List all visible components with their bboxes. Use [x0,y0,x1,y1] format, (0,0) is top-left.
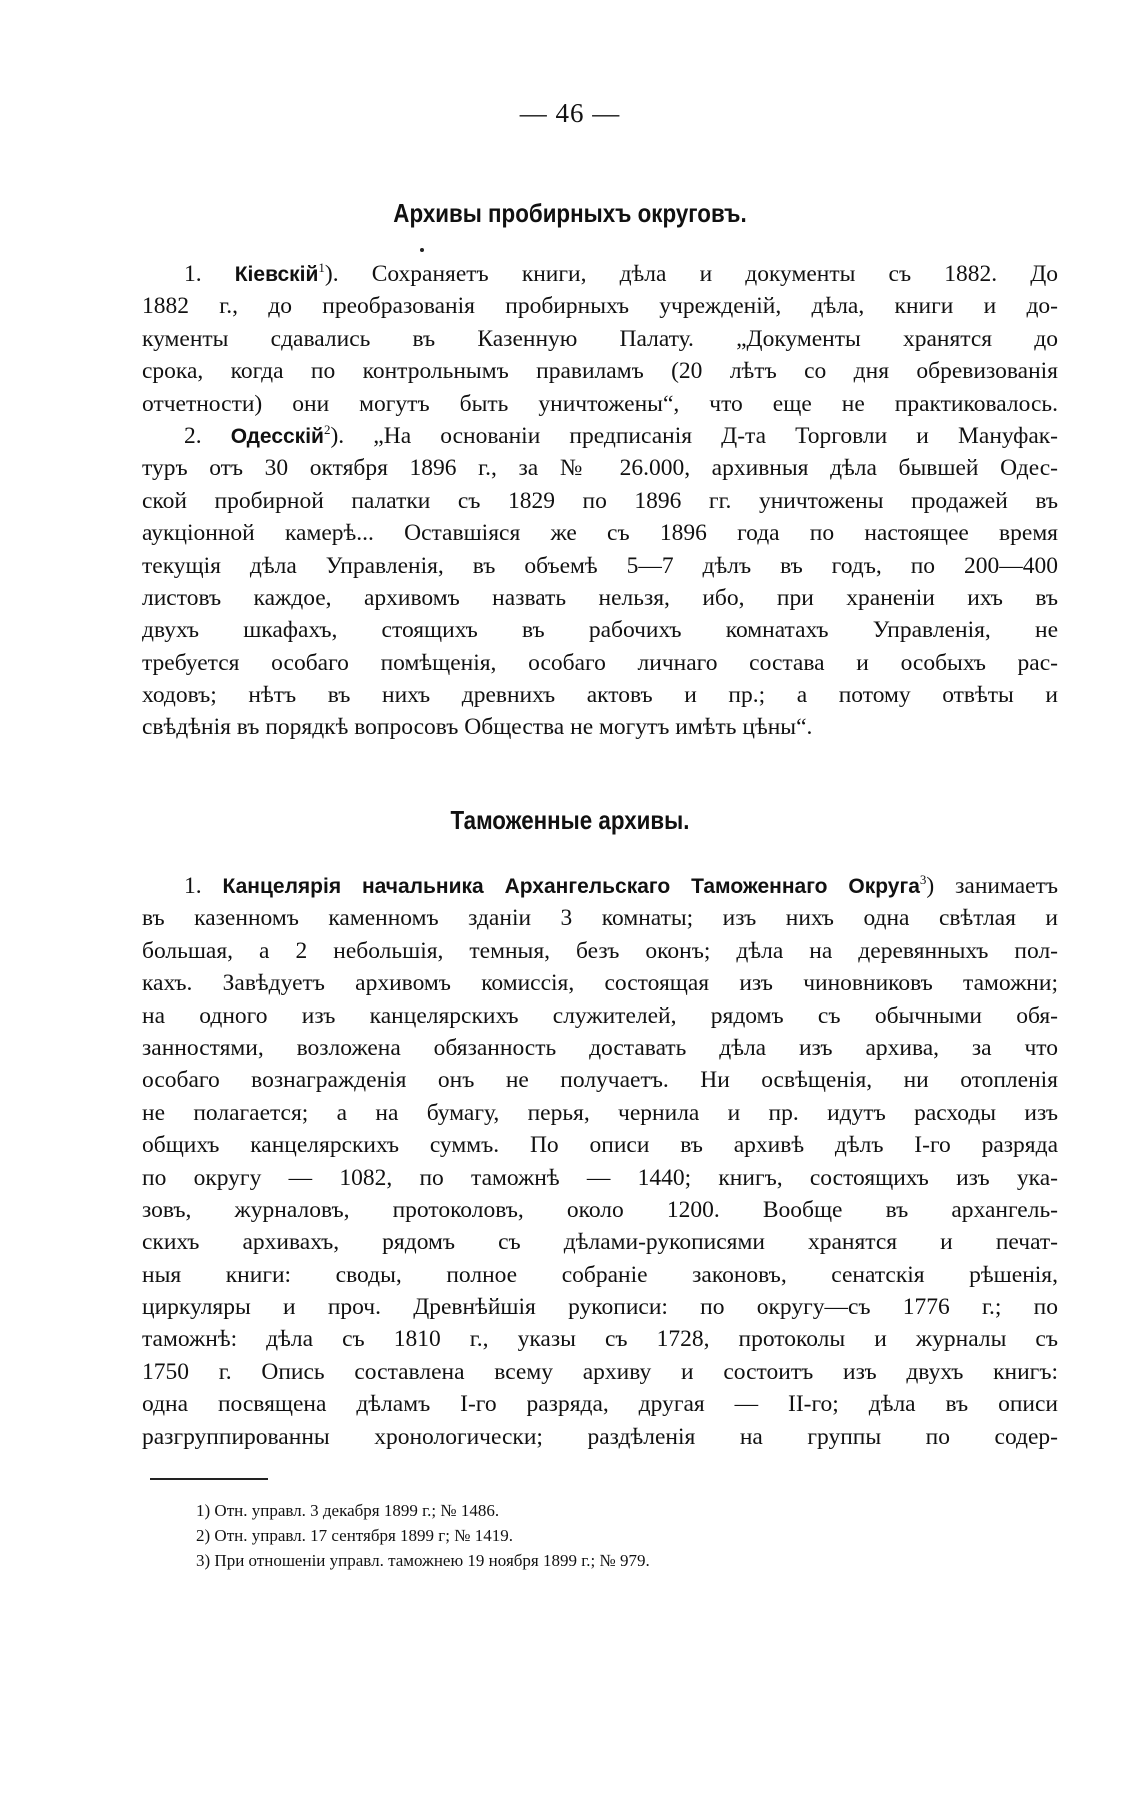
text-line: особаго вознагражденія онъ не получаетъ. Ни освѣщенія, ни отопленія [142,1067,1058,1094]
text-line: ходовъ; нѣтъ въ нихъ древнихъ актовъ и пр.; а потому отвѣты и [142,682,1058,709]
text-line: свѣдѣнія въ порядкѣ вопросовъ Общества не могутъ имѣть цѣны“. [142,714,813,741]
text-line: не полагается; а на бумагу, перья, чернила и пр. идутъ расходы изъ [142,1099,1058,1126]
text-line: ныя книги: своды, полное собраніе законовъ, сенатскія рѣшенія, [142,1261,1058,1288]
text-line: кахъ. Завѣдуетъ архивомъ комиссія, состоящая изъ чиновниковъ таможни; [142,970,1058,997]
bold-entry-odessa: Одесскій [230,424,324,448]
text-line: требуется особаго помѣщенія, особаго личнаго состава и особыхъ рас- [142,649,1058,676]
text-line: 1. Кіевскій$^1$). Сохраняетъ книги, дѣла и документы съ 1882. До [184,260,1058,287]
text-line: занностями, возложена обязанность доставать дѣла изъ архива, за что [142,1034,1058,1061]
text-line: листовъ каждое, архивомъ назвать нельзя, ибо, при храненіи ихъ въ [142,584,1058,611]
text-line: одна посвящена дѣламъ I-го разряда, другая — II-го; дѣла въ описи [142,1391,1058,1418]
footnote-ref: 3 [919,872,927,887]
text-line: на одного изъ канцелярскихъ служителей, рядомъ съ обычными обя- [142,1002,1058,1029]
text-line: таможнѣ: дѣла съ 1810 г., указы съ 1728, протоколы и журналы съ [142,1326,1058,1353]
section-title-customs-archives: Таможенные архивы. [450,805,690,835]
text-line: 1. Канцелярія начальника Архангельскаго Таможеннаго Округа$^3$) занимаетъ [184,872,1058,899]
text-line: большая, а 2 небольшія, темныя, безъ оконъ; дѣла на деревянныхъ пол- [142,937,1058,964]
text-line: скихъ архивахъ, рядомъ съ дѣлами-рукописями хранятся и печат- [142,1229,1058,1256]
footnote-ref: 1 [318,260,325,275]
text-line: двухъ шкафахъ, стоящихъ въ рабочихъ комнатахъ Управленія, не [142,617,1058,644]
text-line: въ казенномъ каменномъ зданіи 3 комнаты; изъ нихъ одна свѣтлая и [142,905,1058,932]
footnote-2: 2) Отн. управл. 17 сентября 1899 г; № 1419. [196,1526,513,1545]
text-line: зовъ, журналовъ, протоколовъ, около 1200. Вообще въ архангель- [142,1196,1058,1223]
text-line: аукціонной камерѣ... Оставшіяся же съ 1896 года по настоящее время [142,520,1058,547]
text-line: туръ отъ 30 октября 1896 г., за № 26.000, архивныя дѣла бывшей Одес- [142,455,1058,482]
section1-body [142,258,1058,744]
footnote-separator [150,1478,268,1480]
section2-body [142,870,1058,1453]
text-line: 1882 г., до преобразованія пробирныхъ учрежденій, дѣла, книги и до- [142,293,1058,320]
text-line: отчетности) они могутъ быть уничтожены“, что еще не практиковалось. [142,390,1058,417]
text-line: общихъ канцелярскихъ суммъ. По описи въ архивѣ дѣлъ I-го разряда [142,1132,1058,1159]
text-line: 1750 г. Опись составлена всему архиву и состоитъ изъ двухъ книгъ: [142,1358,1058,1385]
text-line: циркуляры и проч. Древнѣйшія рукописи: по округу—съ 1776 г.; по [142,1294,1058,1321]
text-line: текущія дѣла Управленія, въ объемѣ 5—7 дѣлъ въ годъ, по 200—400 [142,552,1058,579]
bold-entry-arkhangelsk: Канцелярія начальника Архангельскаго Таможеннаго Округа [222,875,920,898]
footnote-1: 1) Отн. управл. 3 декабря 1899 г.; № 1486. [196,1501,500,1520]
text-line: по округу — 1082, по таможнѣ — 1440; книгъ, состоящихъ изъ ука- [142,1164,1058,1191]
text-line: разгруппированны хронологически; раздѣленія на группы по содер- [142,1423,1058,1450]
bold-entry-kiev: Кіевскій [234,263,319,286]
page-number: — 46 — [519,98,621,128]
footnote-3: 3) При отношеніи управл. таможнею 19 ноября 1899 г.; № 979. [196,1551,650,1570]
text-line: кументы сдавались въ Казенную Палату. „Документы хранятся до [142,325,1058,352]
text-line: 2. Одесскій$^2$). „На основаніи предписанія Д-та Торговли и Мануфак- [184,421,1058,449]
print-speck [420,248,424,252]
footnote-ref: 2 [323,421,331,437]
section-title-assay-archives: Архивы пробирныхъ округовъ. [393,198,747,228]
text-line: срока, когда по контрольнымъ правиламъ (20 лѣтъ со дня обревизованія [142,358,1058,385]
text-line: ской пробирной палатки съ 1829 по 1896 гг. уничтожены продажей въ [142,487,1058,514]
